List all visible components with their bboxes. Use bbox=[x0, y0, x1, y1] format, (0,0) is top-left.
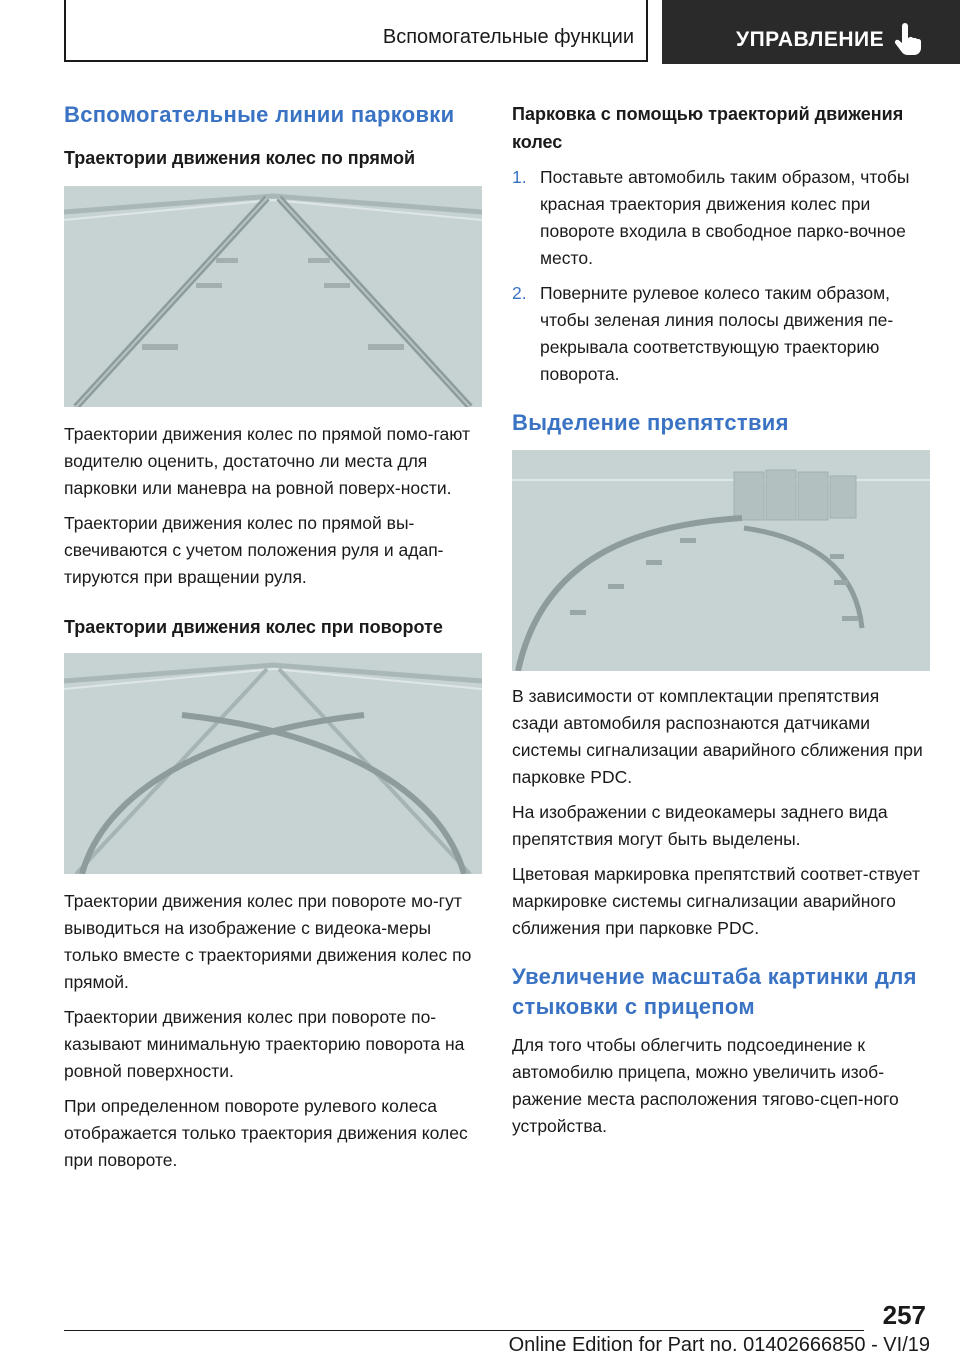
step-number: 2. bbox=[512, 283, 527, 303]
section-title-obstacle-marking: Выделение препятствия bbox=[512, 410, 789, 435]
paragraph-trailer-zoom: Для того чтобы облегчить подсоединение к автомобилю прицепа, можно увеличить изоб-ражение места расположения тягово-сцеп-ного устройства. bbox=[512, 1035, 899, 1136]
paragraph-obstacle-1: В зависимости от комплектации препятствия сзади автомобиля распознаются датчиками системы сигнализации аварийного сближения при парковке PDC. bbox=[512, 686, 923, 787]
step-text: Поверните рулевое колесо таким образом, чтобы зеленая линия полосы движения пе-рекрывала соответствующую траекторию поворота. bbox=[540, 283, 894, 384]
paragraph-turning-3: При определенном повороте рулевого колеса отображается только траектория движения колес при повороте. bbox=[64, 1096, 468, 1170]
section-title-trailer-zoom: Увеличение масштаба картинки для стыковки с прицепом bbox=[512, 964, 917, 1019]
paragraph-straight-1: Траектории движения колес по прямой помо-гают водителю оценить, достаточно ли места для парковки или маневра на ровной поверх-ности. bbox=[64, 424, 470, 498]
subheading-turning-trajectory: Траектории движения колес при повороте bbox=[64, 617, 443, 637]
paragraph-turning-1: Траектории движения колес при повороте мо-гут выводиться на изображение с видеока-меры только вместе с траекториями движения колес по прямой. bbox=[64, 891, 472, 992]
page-number: 257 bbox=[882, 1300, 926, 1330]
footer-edition: Online Edition for Part no. 01402666850 - VI/19 bbox=[508, 1334, 930, 1356]
header-chapter-tab bbox=[662, 0, 960, 64]
footer-divider bbox=[64, 1330, 864, 1331]
header-section-box bbox=[64, 0, 648, 62]
paragraph-turning-2: Траектории движения колес при повороте по-казывают минимальную траекторию поворота на ровной поверхности. bbox=[64, 1007, 465, 1081]
obstacle-marking-illustration bbox=[512, 450, 930, 671]
header-chapter-title: УПРАВЛЕНИЕ bbox=[736, 28, 885, 51]
paragraph-obstacle-2: На изображении с видеокамеры заднего вида препятствия могут быть выделены. bbox=[512, 802, 888, 849]
left-column bbox=[64, 100, 482, 1174]
straight-trajectory-illustration bbox=[64, 186, 482, 407]
paragraph-straight-2: Траектории движения колес по прямой вы-свечиваются с учетом положения руля и адап-тируются при вращении руля. bbox=[64, 513, 444, 587]
parking-steps-list bbox=[512, 164, 930, 388]
header-section-title: Вспомогательные функции bbox=[382, 26, 634, 48]
step-number: 1. bbox=[512, 167, 527, 187]
step-text: Поставьте автомобиль таким образом, чтобы красная траектория движения колес при повороте входила в свободное парко-вочное место. bbox=[540, 167, 910, 268]
subheading-parking-with-trajectories: Парковка с помощью траекторий движения колес bbox=[512, 104, 904, 152]
list-item bbox=[512, 280, 930, 388]
list-item bbox=[512, 164, 930, 272]
turning-trajectory-illustration bbox=[64, 653, 482, 874]
right-column bbox=[512, 100, 930, 1140]
section-title-parking-lines: Вспомогательные линии парковки bbox=[64, 102, 455, 127]
hand-pointer-icon bbox=[894, 22, 924, 56]
subheading-straight-trajectory: Траектории движения колес по прямой bbox=[64, 148, 416, 168]
paragraph-obstacle-3: Цветовая маркировка препятствий соответ-ствует маркировке системы сигнализации аварийного сближения при парковке PDC. bbox=[512, 864, 920, 938]
